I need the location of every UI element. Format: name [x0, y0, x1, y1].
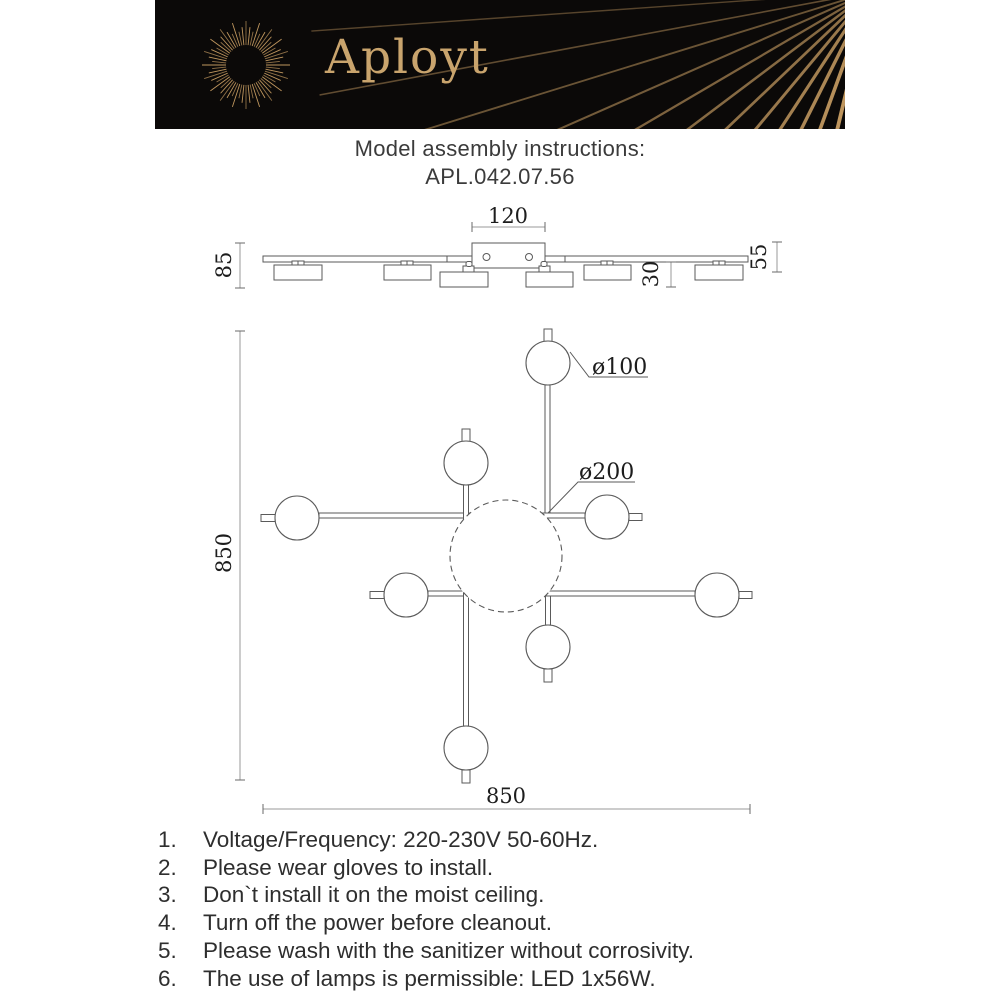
list-item — [158, 881, 694, 909]
dim-30 — [639, 261, 676, 288]
side-view — [212, 204, 782, 288]
item-text: The use of lamps is permissible: LED 1x56W. — [203, 965, 656, 991]
label-shade-diameter: ø100 — [592, 355, 648, 380]
dim-120 — [472, 204, 545, 232]
dim-label-30: 30 — [639, 260, 663, 288]
item-text: Don`t install it on the moist ceiling. — [203, 882, 545, 908]
technical-drawing — [150, 200, 850, 825]
dim-850-horizontal — [263, 784, 750, 814]
dropped-shades — [440, 272, 573, 287]
list-item — [158, 826, 694, 854]
item-text: Turn off the power before cleanout. — [203, 910, 552, 936]
canopy-circle — [450, 500, 562, 612]
dim-label-120: 120 — [487, 204, 529, 228]
dim-label-85: 85 — [212, 251, 236, 279]
item-number: 6. — [158, 965, 177, 991]
label-canopy-diameter: ø200 — [579, 460, 635, 485]
list-item — [158, 965, 694, 993]
brand-banner — [155, 0, 845, 129]
list-item — [158, 937, 694, 965]
item-number: 1. — [158, 827, 177, 852]
plan-view — [212, 329, 752, 814]
list-item — [158, 854, 694, 882]
leader-shade-dia — [570, 352, 648, 380]
item-text: Please wash with the sanitizer without corrosivity. — [203, 937, 695, 963]
brand-wordmark: Aployt — [325, 30, 490, 85]
item-text: Voltage/Frequency: 220-230V 50-60Hz. — [203, 827, 599, 852]
item-number: 4. — [158, 910, 177, 936]
dim-55 — [747, 242, 782, 272]
title-block — [0, 135, 1000, 191]
item-text: Please wear gloves to install. — [203, 854, 494, 880]
dim-label-55: 55 — [747, 243, 771, 271]
model-code: APL.042.07.56 — [425, 164, 575, 189]
dim-label-850-h: 850 — [485, 784, 527, 808]
page-title: Model assembly instructions: — [354, 136, 646, 161]
instructions-list — [158, 826, 694, 992]
dim-850-vertical — [212, 331, 245, 780]
list-item — [158, 909, 694, 937]
dim-85 — [212, 243, 245, 288]
decorative-rays-icon — [155, 0, 845, 129]
item-number: 3. — [158, 882, 177, 908]
item-number: 2. — [158, 854, 177, 880]
dim-label-850-v: 850 — [212, 532, 236, 574]
item-number: 5. — [158, 937, 177, 963]
